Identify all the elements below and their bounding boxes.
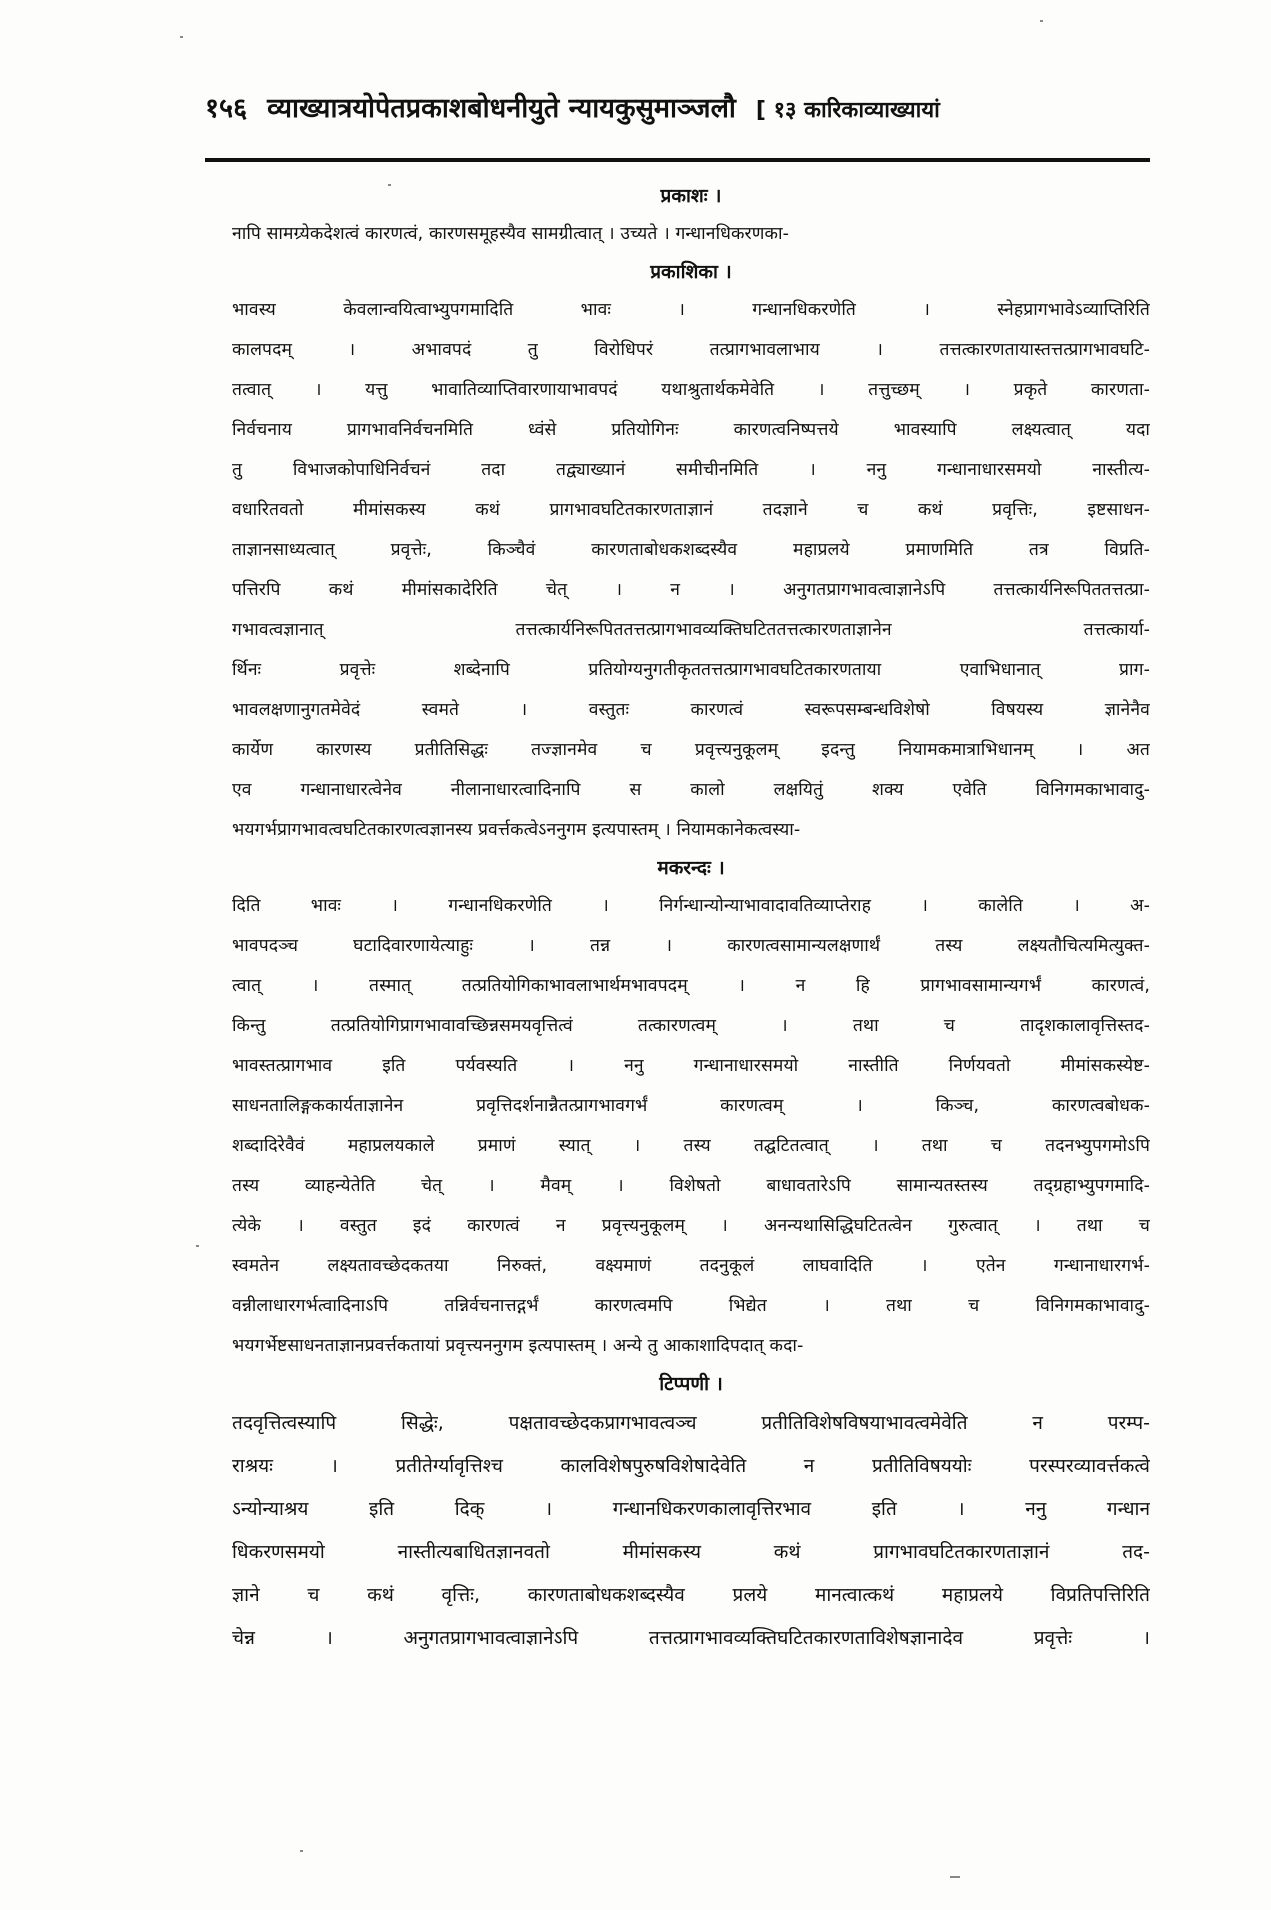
scan-speck [300, 1850, 303, 1852]
header-rule [205, 158, 1150, 162]
section-indicator: [ १३ कारिकाव्याख्यायां [755, 98, 940, 123]
text-line: गभावत्वज्ञानात् तत्तत्कार्यनिरूपिततत्तत्प्रागभावव्यक्तिघटिततत्तत्कारणताज्ञानेन तत्तत्कार्या- [232, 620, 1150, 640]
text-line: र्थिनः प्रवृत्तेः शब्देनापि प्रतियोग्यनुगतीकृततत्तत्प्रागभावघटितकारणताया एवाभिधानात् प्राग- [232, 660, 1150, 680]
text-line: राश्रयः । प्रतीतेर्ग्यावृत्तिश्च कालविशेषपुरुषविशेषादेवेति न प्रतीतिविषययोः परस्परव्यावर्त्तकत्वे [232, 1455, 1150, 1477]
text-line: निर्वचनाय प्रागभावनिर्वचनमिति ध्वंसे प्रतियोगिनः कारणत्वनिष्पत्तये भावस्यापि लक्ष्यत्वात् यदा [232, 420, 1150, 440]
text-line: कालपदम् । अभावपदं तु विरोधिपरं तत्प्रागभावलाभाय । तत्तत्कारणतायास्तत्तत्प्रागभावघटि- [232, 340, 1150, 360]
text-line: साधनतालिङ्गककार्यताज्ञानेन प्रवृत्तिदर्शनान्नैतत्प्रागभावगर्भं कारणत्वम् । किञ्च, कारणत्वबोधक- [232, 1096, 1150, 1116]
text-line: तत्वात् । यत्तु भावातिव्याप्तिवारणायाभावपदं यथाश्रुतार्थकमेवेति । तत्तुच्छम् । प्रकृते कारणता- [232, 380, 1150, 400]
scan-speck [950, 1876, 960, 1878]
text-line: किन्तु तत्प्रतियोगिप्रागभावावच्छिन्नसमयवृत्तित्वं तत्कारणत्वम् । तथा च तादृशकालावृत्तिस्तद- [232, 1016, 1150, 1036]
scan-speck [180, 36, 183, 38]
scan-speck [388, 184, 391, 186]
text-line: तदवृत्तित्वस्यापि सिद्धेः, पक्षतावच्छेदकप्रागभावत्वञ्च प्रतीतिविशेषविषयाभावत्वमेवेति न परम्प- [232, 1412, 1150, 1434]
text-line: त्वात् । तस्मात् तत्प्रतियोगिकाभावलाभार्थमभावपदम् । न हि प्रागभावसामान्यगर्भं कारणत्वं, [232, 976, 1150, 996]
text-line: भावस्तत्प्रागभाव इति पर्यवस्यति । ननु गन्धानाधारसमयो नास्तीति निर्णयवतो मीमांसकस्येष्ट- [232, 1056, 1150, 1076]
text-line: त्येके । वस्तुत इदं कारणत्वं न प्रवृत्त्यनुकूलम् । अनन्यथासिद्धिघटितत्वेन गुरुत्वात् । तथा च [232, 1216, 1150, 1236]
text-line: चेन्न । अनुगतप्रागभावत्वाज्ञानेऽपि तत्तत्प्रागभावव्यक्तिघटितकारणताविशेषज्ञानादेव प्रवृत्तेः । [232, 1627, 1150, 1649]
text-line: ज्ञाने च कथं वृत्तिः, कारणताबोधकशब्दस्यैव प्रलये मानत्वात्कथं महाप्रलये विप्रतिपत्तिरिति [232, 1584, 1150, 1606]
text-line: भावस्य केवलान्वयित्वाभ्युपगमादिति भावः । गन्धानधिकरणेति । स्नेहप्रागभावेऽव्याप्तिरिति [232, 300, 1150, 320]
text-line: तु विभाजकोपाधिनिर्वचनं तदा तद्व्याख्यानं समीचीनमिति । ननु गन्धानाधारसमयो नास्तीत्य- [232, 460, 1150, 480]
section-heading-prakashika: प्रकाशिका । [650, 261, 732, 283]
section-heading-prakasha: प्रकाशः । [660, 185, 722, 207]
running-header [205, 88, 1150, 138]
section-heading-tippani: टिप्पणी । [659, 1373, 723, 1395]
book-title: व्याख्यात्रयोपेतप्रकाशबोधनीयुते न्यायकुसुमाञ्जलौ [267, 93, 736, 124]
text-line: तस्य व्याहन्येतेति चेत् । मैवम् । विशेषतो बाधावतारेऽपि सामान्यतस्तस्य तद्ग्रहाभ्युपगमादि- [232, 1176, 1150, 1196]
text-line: वन्नीलाधारगर्भत्वादिनाऽपि तन्निर्वचनात्तद्गर्भं कारणत्वमपि भिद्येत । तथा च विनिगमकाभावादु- [232, 1296, 1150, 1316]
text-line: भावलक्षणानुगतमेवेदं स्वमते । वस्तुतः कारणत्वं स्वरूपसम्बन्धविशेषो विषयस्य ज्ञानेनैव [232, 700, 1150, 720]
text-line: स्वमतेन लक्ष्यतावच्छेदकतया निरुक्तं, वक्ष्यमाणं तदनुकूलं लाघवादिति । एतेन गन्धानाधारगर्भ- [232, 1256, 1150, 1276]
body-text [232, 178, 1150, 1660]
text-line: भावपदञ्च घटादिवारणायेत्याहुः । तन्न । कारणत्वसामान्यलक्षणार्थं तस्य लक्ष्यतौचित्यमित्युक्त- [232, 936, 1150, 956]
text-line: धिकरणसमयो नास्तीत्यबाधितज्ञानवतो मीमांसकस्य कथं प्रागभावघटितकारणताज्ञानं तद- [232, 1541, 1150, 1563]
text-line: कार्येण कारणस्य प्रतीतिसिद्धः तज्ज्ञानमेव च प्रवृत्त्यनुकूलम् इदन्तु नियामकमात्राभिधानम् । अत [232, 740, 1150, 760]
text-line: ताज्ञानसाध्यत्वात् प्रवृत्तेः, किञ्चैवं कारणताबोधकशब्दस्यैव महाप्रलये प्रमाणमिति तत्र विप्रति- [232, 540, 1150, 560]
text-line: वधारितवतो मीमांसकस्य कथं प्रागभावघटितकारणताज्ञानं तदज्ञाने च कथं प्रवृत्तिः, इष्टसाधन- [232, 500, 1150, 520]
scan-speck [1040, 20, 1043, 22]
text-line: दिति भावः । गन्धानधिकरणेति । निर्गन्धान्योन्याभावादावतिव्याप्तेराह । कालेति । अ- [232, 896, 1150, 916]
scan-speck [196, 1245, 199, 1247]
text-line: नापि सामग्र्येकदेशत्वं कारणत्वं, कारणसमूहस्यैव सामग्रीत्वात् । उच्यते । गन्धानधिकरणका- [232, 224, 789, 244]
text-line: ऽन्योन्याश्रय इति दिक् । गन्धानधिकरणकालावृत्तिरभाव इति । ननु गन्धान [232, 1498, 1150, 1520]
text-line: शब्दादिरेवैवं महाप्रलयकाले प्रमाणं स्यात् । तस्य तद्घटितत्वात् । तथा च तदनभ्युपगमोऽपि [232, 1136, 1150, 1156]
text-line: भयगर्भप्रागभावत्वघटितकारणत्वज्ञानस्य प्रवर्त्तकत्वेऽननुगम इत्यपास्तम् । नियामकानेकत्वस्या- [232, 820, 801, 840]
page-number: १५६ [205, 93, 248, 124]
text-line: एव गन्धानाधारत्वेनेव नीलानाधारत्वादिनापि स कालो लक्षयितुं शक्य एवेति विनिगमकाभावादु- [232, 780, 1150, 800]
section-heading-makaranda: मकरन्दः । [657, 857, 725, 879]
text-line: पत्तिरपि कथं मीमांसकादेरिति चेत् । न । अनुगतप्रागभावत्वाज्ञानेऽपि तत्तत्कार्यनिरूपिततत्तत्प्रा- [232, 580, 1150, 600]
text-line: भयगर्भेष्टसाधनताज्ञानप्रवर्त्तकतायां प्रवृत्त्यननुगम इत्यपास्तम् । अन्ये तु आकाशादिपदात् कदा- [232, 1336, 804, 1356]
